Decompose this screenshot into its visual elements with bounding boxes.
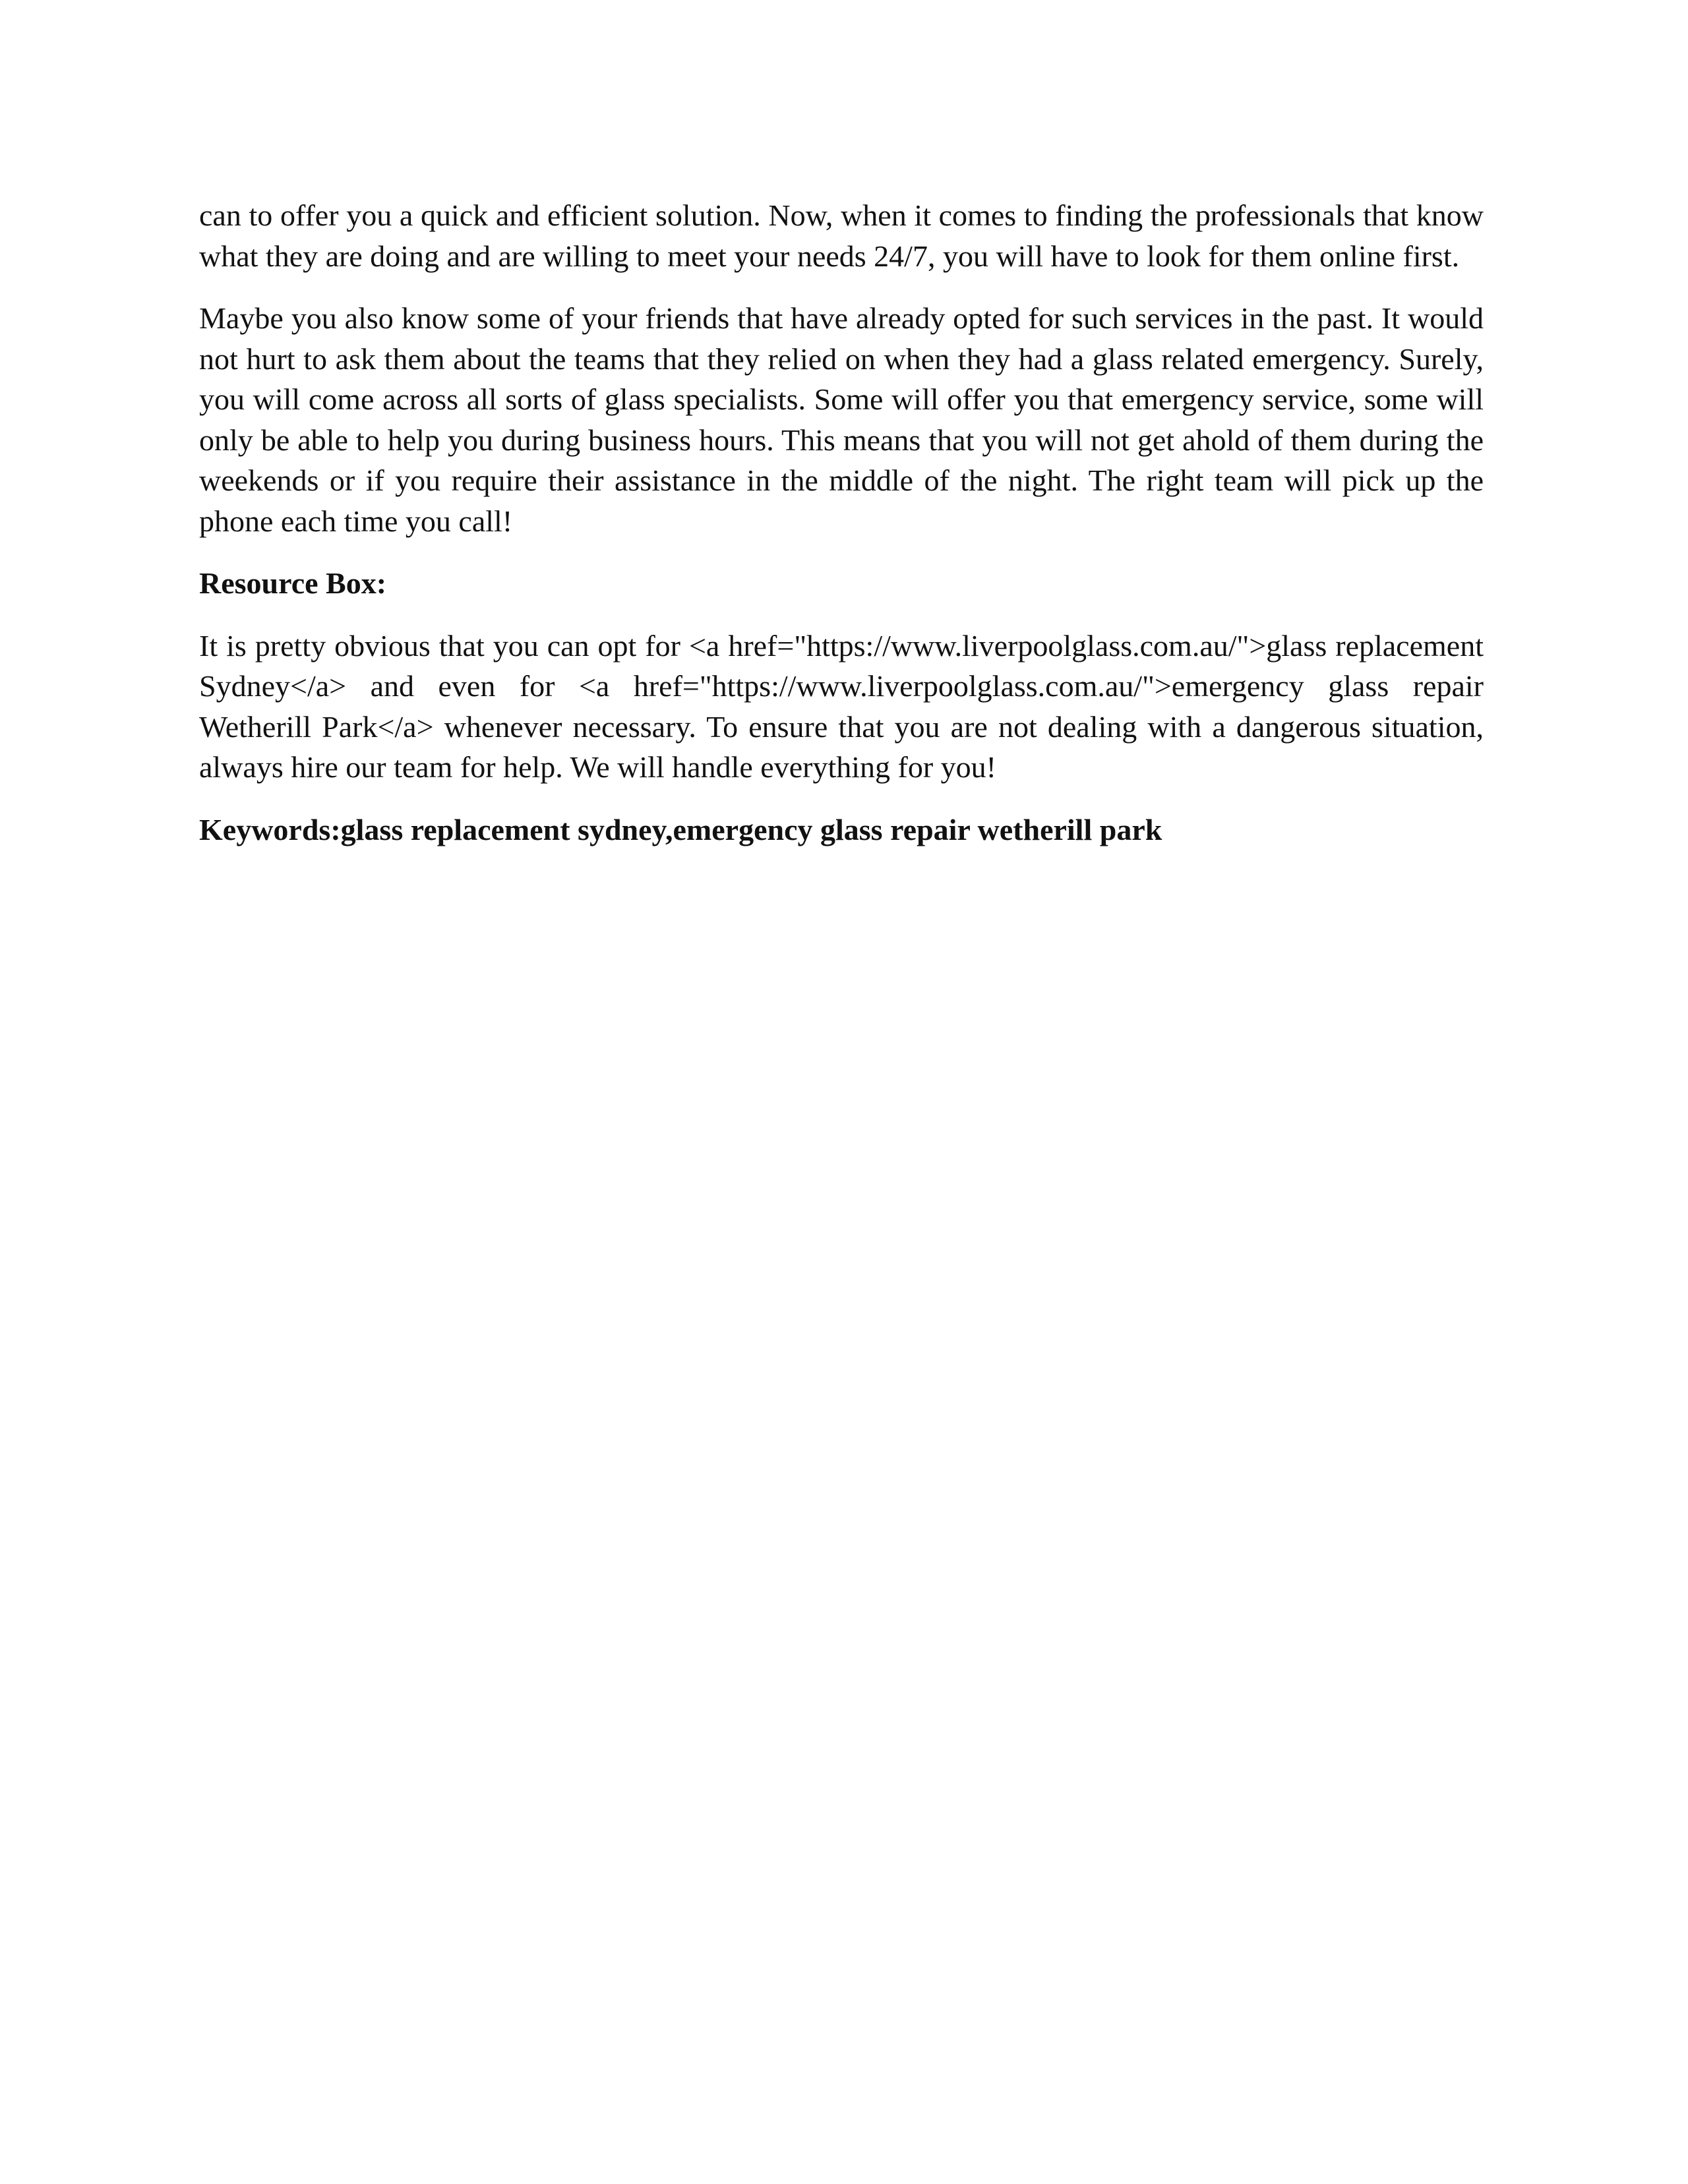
- keywords-line: Keywords:glass replacement sydney,emergency glass repair wetherill park: [199, 812, 1162, 846]
- document-body: [199, 195, 1484, 850]
- resource-box-heading: Resource Box:: [199, 566, 387, 600]
- paragraph-intro: can to offer you a quick and efficient solution. Now, when it comes to finding the professionals that know what they are doing and are willing to meet your needs 24/7, you will have to look for them online first.: [199, 198, 1484, 273]
- resource-box-text: It is pretty obvious that you can opt for <a href="https://www.liverpoolglass.com.au/">glass replacement Sydney</a> and even for <a href="https://www.liverpoolglass.com.au/">emergency glass repair Wetherill Park</a> whenever necessary. To ensure that you are not dealing with a dangerous situation, always hire our team for help. We will handle everything for you!: [199, 628, 1484, 784]
- paragraph-friends: Maybe you also know some of your friends that have already opted for such services in the past. It would not hurt to ask them about the teams that they relied on when they had a glass related emergency. Surely, you will come across all sorts of glass specialists. Some will offer you that emergency service, some will only be able to help you during business hours. This means that you will not get ahold of them during the weekends or if you require their assistance in the middle of the night. The right team will pick up the phone each time you call!: [199, 301, 1484, 538]
